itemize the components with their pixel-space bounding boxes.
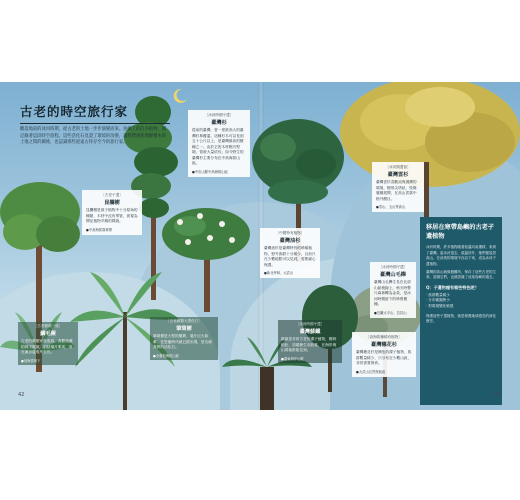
tree-card-location: ● 宜蘭太平山、拉拉山 [374,310,412,315]
tree-card-tag: ［高海拔種稀有植物］ [366,335,402,339]
title-underline [20,123,170,124]
tree-card-location: ● 中高海拔霧林帶 [86,227,138,232]
page-title: 古老的時空旅行家 [20,104,129,119]
sidebar-paragraph: 臺灣的高山就像避難所，保存了這些古老的生命。認識它們，也就認識了這座島嶼的過去。 [426,270,496,280]
tree-card-beech [370,262,416,318]
tree-card-location: ● 雪山、玉山等高山 [376,204,420,209]
tree-card-name: 臺灣穗花杉 [371,342,397,348]
tree-card-name: 臺灣蘇鐵 [299,329,321,335]
tree-card-location: ● 中央山脈中高海拔山區 [192,169,246,174]
sidebar-paragraph: 冰河時期，許多植物隨著低溫向南遷移，來到了臺灣。當冰河退去，氣溫回升，牠們便退居高山，在涼爽的環境中存活下來，成為冰河孑遺植物。 [426,245,496,266]
tree-card-keteleeria [260,228,320,278]
book-spread [0,82,520,410]
tree-card-name: 臺灣杉 [211,120,227,126]
sidebar-list-item: ‧ 對環境變化敏感 [426,304,454,308]
tree-card-name: 臺灣山毛櫸 [380,272,406,278]
tree-card-location: ● 臺東海岸山脈 [281,356,339,361]
tree-card-tag: ［中國特有植物］ [275,231,305,235]
tree-card-taiwania [188,110,250,177]
sidebar-list-item: ‧ 分布範圍狹小 [426,298,450,303]
tree-card-tag: ［古老蕨類大型化石］ [166,319,202,323]
tree-card-tag: ［冰河時期孑遺］ [204,113,234,117]
tree-card-tag: ［冰河時期孑遺］ [295,322,325,326]
page-number-right: 43 [494,392,501,398]
sidebar-list-item: ‧ 族群數量稀少 [426,292,450,297]
tree-card-treefern [150,317,218,360]
tree-card-body: 臺灣雲杉喜歡涼爽濕潤的環境，樹形尖塔狀，枝條層層展開，在高山雲霧中格外醒目。 [376,180,417,201]
tree-beech-illustration [340,82,520,222]
sidebar-question: Q：子遺物種有哪些特色呢？ [426,284,479,290]
tree-card-name: 鱗毛蕨 [40,331,56,337]
tree-card-location: ● 全臺低海拔山區 [153,353,215,358]
tree-card-name: 臺灣油杉 [279,238,301,244]
tree-card-body: 蘇鐵是非常古老的裸子植物，樹幹粗壯，頂端叢生羽狀葉，在海岸與山坡地都能見到。 [281,337,337,353]
tree-card-tag: ［冰河時期孑遺］ [378,265,408,269]
tree-card-tag: ［古老孑遺］ [101,193,123,197]
tree-card-amentotaxus [352,332,416,377]
tree-card-body: 昆欄樹是被子植物中十分原始的種類，木材中沒有導管，被視為開花植物早期的樣貌。 [86,208,138,224]
tree-card-name: 臺灣雲杉 [387,172,409,178]
tree-card-cycad [278,320,342,363]
tree-card-spruce [372,162,424,212]
tree-card-body: 臺灣穗花杉是瀕危的裸子植物，族群數量稀少，只分布在少數山區，非常需要保育。 [356,350,412,366]
tree-card-trochodendron [82,190,142,235]
info-sidebar [420,217,502,405]
tree-card-tag: ［古老樹蕨一族］ [33,324,63,328]
tree-card-location: ● 大武山自然保留區 [356,369,412,374]
tree-card-name: 筆筒樹 [176,326,192,332]
tree-card-tag: ［冰河期遺留］ [385,165,411,169]
tree-card-body: 臺灣油杉是臺灣特有的珍稀植物，野外族群十分稀少，目前只在少數地點可以見到，需要細心保護。 [264,246,316,267]
sidebar-paragraph: 保護這些孑遺植物，就是保護地球漫長的演化歷史。 [426,313,496,323]
tree-card-location: ● 新北坪林、大武山 [264,270,316,275]
tree-card-woodfern [18,322,78,365]
page-number-left: 42 [18,392,25,398]
sidebar-title: 移居在寒帶島嶼的古老孑遺植物 [426,224,495,240]
tree-card-body: 臺灣山毛櫸生長在北部山區稜線上，秋天時整片森林轉為金黃，是冰河時期留下的珍貴樹種。 [374,280,411,307]
tree-card-name: 昆欄樹 [104,200,120,206]
tree-card-body: 古老的蕨類家族成員，喜歡陰濕的林下環境，羽狀葉片柔美，常在溪谷邊成片生長。 [21,339,73,355]
tree-card-body: 筆筒樹是大型的樹蕨，葉片巨大如傘，在恐龍時代就已經出現，是名副其實的活化石。 [153,334,212,350]
tree-card-body: 從前的臺灣，曾一度被高大的臺灣杉林覆蓋。這種杉木可以長到五十公尺以上，是臺灣最高的樹種之一。由於它的木材輕巧堅韌，曾被大量砍伐；如今野生的臺灣杉主要分布在中高海拔山區。 [192,128,244,166]
tree-card-location: ● 低海拔林下 [21,358,75,363]
intro-paragraph: 觀落地前的冰河時期，從古老的土地一步步演變而來。島嶼上的許多植物，都記錄著這段時空旅程。這些活化石見證了環境的改變，讓我們重新理解樹木與土地之間的關係，也認識那些從遠古倖存至今的旅行家。 [20,127,167,146]
